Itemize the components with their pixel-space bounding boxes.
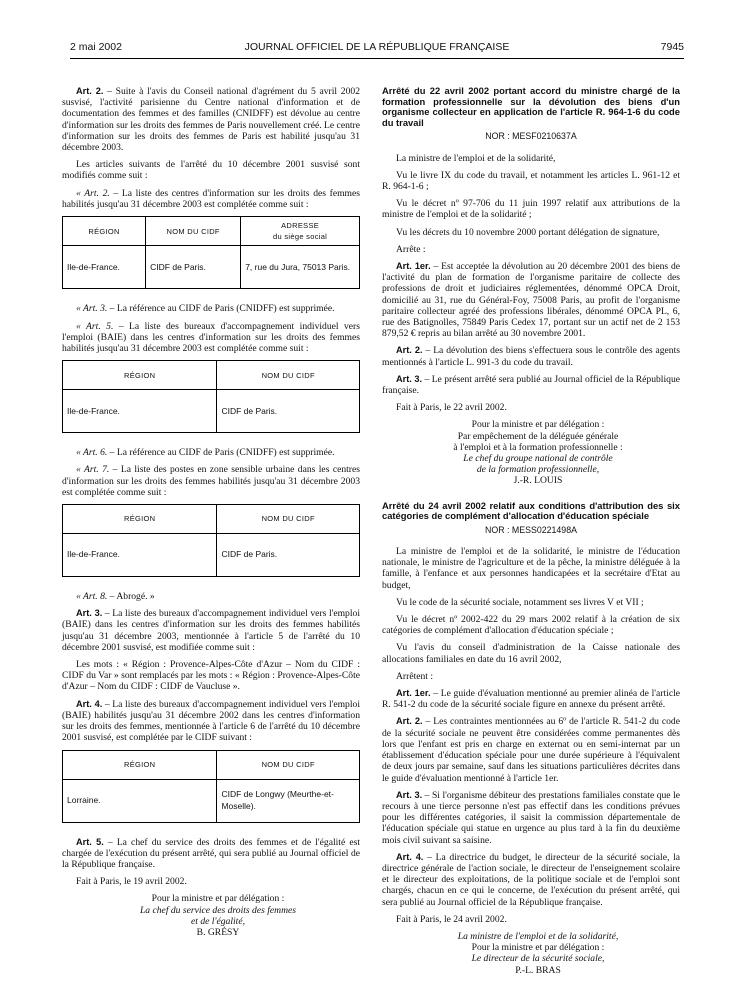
quoted-article-3: « Art. 3. – La référence au CIDF de Paris (CNIDFF) est supprimée. (76, 303, 335, 315)
signature-line: Le directeur de la sécurité sociale, (471, 953, 605, 965)
fait-a-paris-1: Fait à Paris, le 22 avril 2002. (396, 402, 507, 414)
article-1: Art. 1er. – Le guide d'évaluation mentionné au premier alinéa de l'article R. 541-2 du code de la sécurité sociale figure en annexe du présent arrêté. (382, 688, 680, 711)
table-row (63, 534, 360, 577)
signature-line: La ministre de l'emploi et de la solidarité, (457, 930, 619, 942)
quoted-article-8: « Art. 8. – Abrogé. » (76, 591, 155, 603)
signature-line: Pour la ministre et par délégation : (151, 893, 285, 905)
table-header-region: RÉGION (63, 505, 217, 534)
table-cell-address: 7, rue du Jura, 75013 Paris. (241, 246, 360, 289)
decree-title-2: Arrêté du 24 avril 2002 relatif aux conditions d'attribution des six catégories de complément d'allocation d'éducation spéciale (382, 499, 680, 522)
article-3: Art. 3. – Si l'organisme débiteur des prestations familiales constate que le recours à une tierce personne n'est pas effectif dans les conditions prévues pour les différentes catégories, il saisit la commission départementale de l'éducation spéciale qui statue en urgence au plus tard à la fin du deuxième mois civil suivant sa saisine. (382, 789, 680, 846)
signature-line: Pour la ministre et par délégation : (471, 942, 605, 954)
table-cell-region: Ile-de-France. (63, 390, 217, 433)
header-date: 2 mai 2002 (70, 41, 122, 53)
table-header-region: RÉGION (63, 361, 217, 390)
table-row (63, 390, 360, 433)
table-cell-region: Lorraine. (63, 779, 217, 822)
arretent-heading: Arrêtent : (396, 670, 434, 682)
table-cell-region: Ile-de-France. (63, 246, 146, 289)
table-header-cidf-name: NOM DU CIDF (217, 361, 360, 390)
article-2: Art. 2. – Suite à l'avis du Conseil national d'agrément du 5 avril 2002 susvisé, l'activité parisienne du Centre national d'information et de documentation des femmes et des familles (CNIDFF) est dévolue au centre d'information sur les droits des femmes de Paris nouvellement créé. Le centre d'information sur les droits des femmes de Paris est habilité jusqu'au 31 décembre 2003. (62, 86, 360, 154)
fait-a-paris-2: Fait à Paris, le 24 avril 2002. (396, 913, 507, 925)
right-column (382, 86, 680, 976)
table-cell-region: Ile-de-France. (63, 534, 217, 577)
signature-line: de la formation professionnelle, (476, 464, 600, 476)
signatory-name: P.-L. BRAS (515, 964, 561, 976)
signatory-name: B. GRÉSY (196, 926, 240, 938)
article-2: Art. 2. – Les contraintes mentionnées au 6º de l'article R. 541-2 du code de la sécurité sociale ne peuvent être considérées comme permanentes dès lors que l'enfant est pris en charge en externat ou en semi-internat par un établissement d'éducation spéciale pour une durée supérieure à l'équivalent de deux jours par semaine, sauf dans les situations particulières décrites dans le guide d'évaluation mentionné à l'article 1er. (382, 716, 680, 784)
quoted-article-5: « Art. 5. – La liste des bureaux d'accompagnement individuel vers l'emploi (BAIE) dans les centres d'information sur les droits des femmes habilités jusqu'au 31 décembre 2003 est complétée comme suit : (62, 320, 360, 355)
quoted-article-2: « Art. 2. – La liste des centres d'information sur les droits des femmes habilités jusqu'au 31 décembre 2003 est complétée comme suit : (62, 187, 360, 210)
paragraph: La ministre de l'emploi et de la solidarité, le ministre de l'éducation nationale, le ministre de l'agriculture et de la pêche, la ministre déléguée à la famille, à l'enfance et aux personnes handicapées et la secrétaire d'Etat au budget, (382, 546, 680, 591)
article-3: Art. 3. – Le présent arrêté sera publié au Journal officiel de la République française. (382, 373, 680, 397)
fait-a-paris-left: Fait à Paris, le 19 avril 2002. (76, 876, 187, 888)
paragraph: Vu le code de la sécurité sociale, notamment ses livres V et VII ; (396, 596, 644, 608)
table-header-cidf-name: NOM DU CIDF (217, 505, 360, 534)
paragraph: Vu le décret nº 97-706 du 11 juin 1997 relatif aux attributions de la ministre de l'emploi et de la solidarité ; (382, 198, 680, 221)
table-cell-cidf-name: CIDF de Paris. (217, 534, 360, 577)
page-header (70, 41, 684, 57)
section-spacer (382, 487, 680, 501)
quoted-article-7: « Art. 7. – La liste des postes en zone sensible urbaine dans les centres d'information sur les droits des femmes habilités jusqu'au 31 décembre 2003 est complétée comme suit : (62, 464, 360, 498)
article-5: Art. 5. – La chef du service des droits des femmes et de l'égalité est chargée de l'exécution du présent arrêté, qui sera publié au Journal officiel de la République française. (62, 836, 360, 870)
paragraph: La ministre de l'emploi et de la solidarité, (396, 152, 556, 164)
table-header-cidf-name: NOM DU CIDF (146, 217, 241, 246)
table-row (63, 779, 360, 822)
table-zone-sensible (62, 504, 360, 577)
left-column (62, 86, 360, 938)
signature-line: Le chef du groupe national de contrôle (463, 453, 613, 465)
nor-reference-2: NOR : MESS0221498A (485, 524, 577, 535)
table-header-region: RÉGION (63, 217, 146, 246)
header-rule (70, 58, 684, 59)
header-journal-title: JOURNAL OFFICIEL DE LA RÉPUBLIQUE FRANÇAISE (244, 41, 510, 53)
table-cell-cidf-name: CIDF de Longwy (Meurthe-et-Moselle). (217, 779, 360, 822)
article-4: Art. 4. – La liste des bureaux d'accompagnement individuel vers l'emploi (BAIE) habilités jusqu'au 31 décembre 2002 dans les centres d'information sur les droits des femmes, mentionnée à l'article 6 de l'arrêté du 10 décembre 2001 susvisé, est complétée par le CIDF suivant : (62, 698, 360, 744)
signature-line: Pour la ministre et par délégation : (471, 419, 605, 431)
paragraph: Vu l'avis du conseil d'administration de la Caisse nationale des allocations familiales en date du 16 avril 2002, (382, 642, 680, 665)
article-4: Art. 4. – La directrice du budget, le directeur de la sécurité sociale, la directrice générale de l'action sociale, le directeur de l'enseignement scolaire et le directeur des exploitations, de la politique sociale et de l'emploi sont chargés, chacun en ce qui le concerne, de l'exécution du présent arrêté, qui sera publié au Journal officiel de la République française. (382, 851, 680, 908)
arrete-heading: Arrête : (396, 243, 426, 255)
signature-line: La chef du service des droits des femmes (139, 904, 297, 916)
paragraph: Vu le livre IX du code du travail, et notamment les articles L. 961-12 et R. 964-1-6 ; (382, 169, 680, 192)
header-page-number: 7945 (660, 41, 684, 53)
table-header-region: RÉGION (63, 750, 217, 779)
signature-line: à l'emploi et à la formation professionnelle : (453, 441, 623, 453)
article-3: Art. 3. – La liste des bureaux d'accompagnement individuel vers l'emploi (BAIE) dans les centres d'information sur les droits des femmes habilités jusqu'au 31 décembre 2003, mentionnée à l'article 5 de l'arrêté du 10 décembre 2001 susvisé, est modifiée comme suit : (62, 608, 360, 653)
table-header-address: ADRESSE du siège social (241, 217, 360, 246)
quoted-article-6: « Art. 6. – La référence au CIDF de Paris (CNIDFF) est supprimée. (76, 447, 335, 459)
article-2: Art. 2. – La dévolution des biens s'effectuera sous le contrôle des agents mentionnés à l'article L. 991-3 du code du travail. (382, 345, 680, 368)
table-cidf-address (62, 216, 360, 289)
decree-title-1: Arrêté du 22 avril 2002 portant accord du ministre chargé de la formation professionnelle sur la dévolution des biens d'un organisme collecteur en application de l'article R. 964-1-6 du code du travail (382, 85, 680, 128)
signatory-name: J.-R. LOUIS (513, 475, 563, 487)
paragraph-articles-modified: Les articles suivants de l'arrêté du 10 décembre 2001 susvisé sont modifiés comme suit : (62, 159, 360, 182)
paragraph: Vu le décret nº 2002-422 du 29 mars 2002 relatif à la création de six catégories de complément d'allocation d'éducation spéciale ; (382, 614, 680, 637)
signature-line: Par empêchement de la déléguée générale (457, 430, 619, 442)
paragraph: Vu les décrets du 10 novembre 2000 portant délégation de signature, (396, 226, 660, 238)
paragraph-mots: Les mots : « Région : Provence-Alpes-Côte d'Azur – Nom du CIDF : CIDF du Var » sont remplacés par les mots : « Région : Provence-Alpes-Côte d'Azur – Nom du CIDF : CIDF de Vaucluse ». (62, 659, 360, 693)
table-row (63, 246, 360, 289)
article-1: Art. 1er. – Est acceptée la dévolution au 20 décembre 2001 des biens de l'activité du plan de formation de l'organisme paritaire de collecte des professions de droit et judiciaires réglementées, dénommé OPCA Droit, domicilié au 31, rue du Général-Foy, 75008 Paris, au profit de l'organisme paritaire collecteur agréé des professions libérales, dénommé OPCA PL, 6, rue des Batignolles, 75849 Paris Cedex 17, portant sur un actif net de 2 153 879,52 € repris au bilan arrêté au 30 novembre 2001. (382, 261, 681, 340)
nor-reference-1: NOR : MESF0210637A (485, 131, 577, 142)
table-lorraine (62, 750, 360, 823)
signature-line: et de l'égalité, (191, 915, 245, 927)
table-cell-cidf-name: CIDF de Paris. (217, 390, 360, 433)
table-header-cidf-name: NOM DU CIDF (217, 750, 360, 779)
table-baie (62, 360, 360, 433)
table-cell-cidf-name: CIDF de Paris. (146, 246, 241, 289)
